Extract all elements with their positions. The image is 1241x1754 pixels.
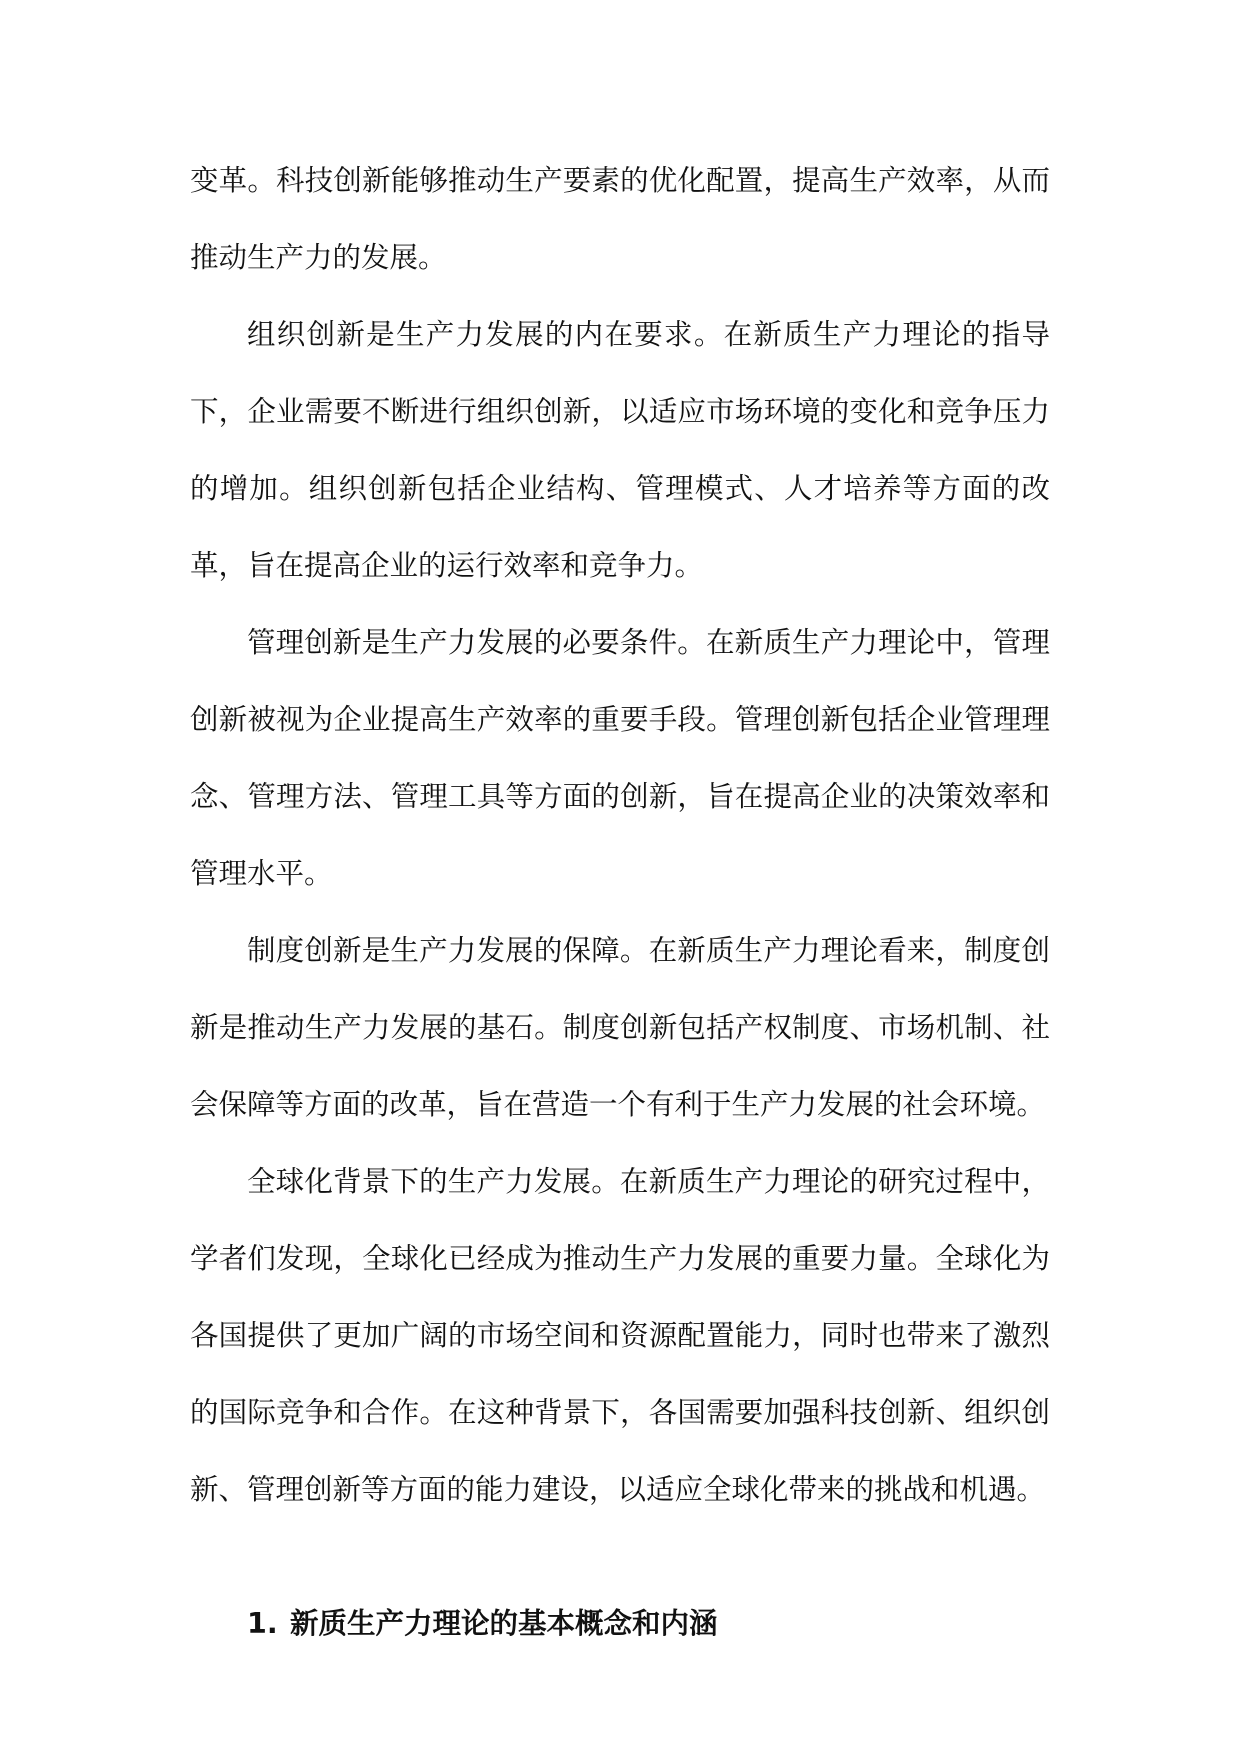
paragraph-management-innovation: 管理创新是生产力发展的必要条件。在新质生产力理论中，管理创新被视为企业提高生产效率的重要手段。管理创新包括企业管理理念、管理方法、管理工具等方面的创新，旨在提高企业的决策效率和管理水平。 (190, 626, 1050, 890)
section-heading-number: 1. (247, 1607, 278, 1640)
section-heading (190, 1585, 1050, 1662)
section-heading-title: 新质生产力理论的基本概念和内涵 (290, 1607, 718, 1640)
paragraph-institutional-innovation: 制度创新是生产力发展的保障。在新质生产力理论看来，制度创新是推动生产力发展的基石。制度创新包括产权制度、市场机制、社会保障等方面的改革，旨在营造一个有利于生产力发展的社会环境。 (190, 934, 1050, 1121)
document-page (190, 142, 1050, 1662)
paragraph-globalization: 全球化背景下的生产力发展。在新质生产力理论的研究过程中，学者们发现，全球化已经成为推动生产力发展的重要力量。全球化为各国提供了更加广阔的市场空间和资源配置能力，同时也带来了激烈的国际竞争和合作。在这种背景下，各国需要加强科技创新、组织创新、管理创新等方面的能力建设，以适应全球化带来的挑战和机遇。 (190, 1165, 1050, 1506)
paragraph-organizational-innovation: 组织创新是生产力发展的内在要求。在新质生产力理论的指导下，企业需要不断进行组织创新，以适应市场环境的变化和竞争压力的增加。组织创新包括企业结构、管理模式、人才培养等方面的改革，旨在提高企业的运行效率和竞争力。 (190, 318, 1050, 582)
paragraph-continuation: 变革。科技创新能够推动生产要素的优化配置，提高生产效率，从而推动生产力的发展。 (190, 164, 1050, 274)
